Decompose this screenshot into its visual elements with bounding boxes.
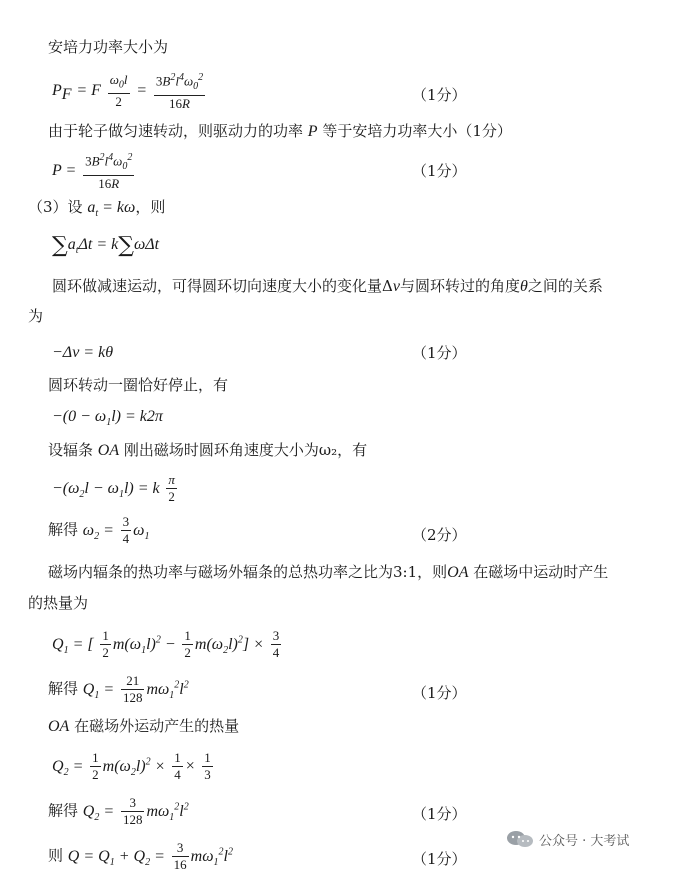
wechat-icon bbox=[505, 829, 535, 849]
watermark-text: 公众号 · 大考试 bbox=[539, 833, 630, 849]
text-l9: 圆环转动一圈恰好停止，有 bbox=[48, 376, 229, 394]
text-l11: 设辐条 OA 刚出磁场时圆环角速度大小为ω₂，有 bbox=[48, 441, 368, 459]
text-l13: 解得 $\omega_2$ = $\frac{3}{4}$ $\omega_1$ bbox=[48, 514, 150, 546]
equation-sum: $\sum a_t\Delta t = k\sum\omega\Delta t$ bbox=[52, 233, 160, 258]
text-l19: 解得 $Q_2$ = $\frac{3}{128}$ $m\omega_1^2l^2$ bbox=[48, 795, 189, 827]
points-p8: （1分） bbox=[412, 344, 467, 362]
watermark bbox=[505, 829, 629, 849]
equation-q2: $Q_2$ = $\frac{1}{2}$ $m(\omega_2l)^2$ × $\frac{1}{4}$ × $\frac{1}{3}$ bbox=[52, 750, 211, 782]
text-l20: 则 $Q = Q_1 + Q_2$ = $\frac{3}{16}$ $m\omega_1^2l^2$ bbox=[48, 840, 233, 872]
text-l1: 安培力功率大小为 bbox=[48, 38, 169, 56]
points-p20: （1分） bbox=[412, 850, 467, 868]
equation-dv: −Δv = kθ bbox=[52, 344, 114, 361]
equation-q1: $Q_1$ = [ $\frac{1}{2}$ $m(\omega_1l)^2$ − $\frac{1}{2}$ $m(\omega_2l)^2$] × $\frac{3}{4}$ bbox=[52, 628, 280, 660]
points-p16: （1分） bbox=[412, 684, 467, 702]
text-l14: 磁场内辐条的热功率与磁场外辐条的总热功率之比为3:1，则OA 在磁场中运动时产生 bbox=[48, 563, 609, 581]
points-p2: （1分） bbox=[412, 86, 467, 104]
points-p13: （2分） bbox=[412, 526, 467, 544]
text-l7: 圆环做减速运动，可得圆环切向速度大小的变化量Δv与圆环转过的角度θ之间的关系 bbox=[52, 277, 603, 295]
equation-circle: $-(0 - \omega_1l) = k2\pi$ bbox=[52, 408, 163, 429]
points-p19: （1分） bbox=[412, 805, 467, 823]
text-l14c: 的热量为 bbox=[28, 594, 89, 612]
text-l17: OA 在磁场外运动产生的热量 bbox=[48, 717, 240, 735]
text-l7d: 为 bbox=[28, 307, 44, 325]
text-l3: 由于轮子做匀速转动，则驱动力的功率 P 等于安培力功率大小（1分） bbox=[48, 122, 512, 140]
equation-quarter: $-(\omega_2l - \omega_1l) = k$ $\frac{\pi}{2}$ bbox=[52, 472, 175, 504]
equation-p: P = $\frac{3B^2l^4\omega_0^2}{16R}$ bbox=[52, 152, 133, 191]
text-l16: 解得 $Q_1$ = $\frac{21}{128}$ $m\omega_1^2l^2$ bbox=[48, 673, 189, 705]
equation-pf: $P_F = F$ $\frac{\omega_0l}{2}$ = $\frac{3B^2l^4\omega_0^2}{16R}$ bbox=[52, 71, 204, 111]
text-l5: （3）设 $a_t = k\omega$，则 bbox=[28, 198, 166, 220]
points-p4: （1分） bbox=[412, 162, 467, 180]
